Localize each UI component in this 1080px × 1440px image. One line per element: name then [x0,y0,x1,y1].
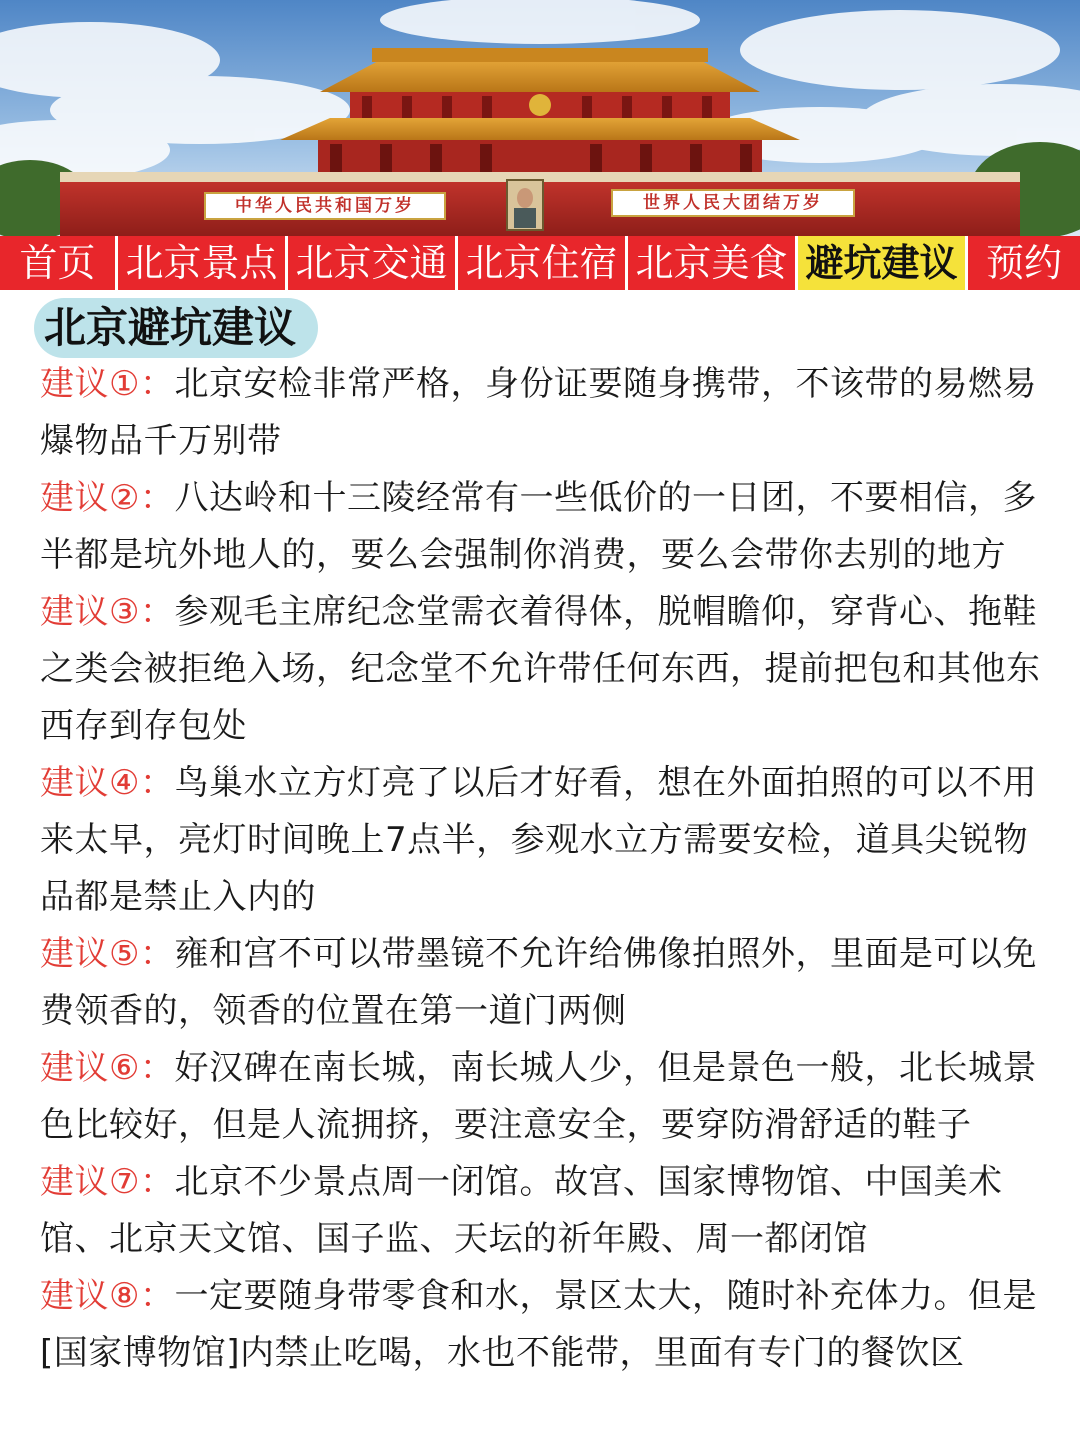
tip-text: 参观毛主席纪念堂需衣着得体，脱帽瞻仰，穿背心、拖鞋之类会被拒绝入场，纪念堂不允许带任何东西，提前把包和其他东西存到存包处 [40,592,1041,746]
tip-label: 建议⑦： [40,1162,175,1202]
tip-item [40,926,1050,1040]
tip-text: 北京不少景点周一闭馆。故宫、国家博物馆、中国美术馆、北京天文馆、国子监、天坛的祈年殿、周一都闭馆 [40,1162,1003,1259]
category-nav [0,236,1080,290]
tip-label: 建议③： [40,592,175,632]
section-title: 北京避坑建议 [34,298,318,358]
tip-item [40,755,1050,926]
nav-item-accommodation[interactable]: 北京住宿 [458,236,628,290]
tip-label: 建议①： [40,364,175,404]
tip-label: 建议②： [40,478,175,518]
hero-image [0,0,1080,236]
nav-item-booking[interactable]: 预约 [985,241,1062,285]
tip-item [40,1154,1050,1268]
tip-label: 建议④： [40,763,175,803]
banner-right: 世界人民大团结万岁 [643,193,823,213]
tip-item [40,1268,1050,1382]
nav-item-tips[interactable]: 避坑建议 [798,236,968,290]
tips-list [40,356,1050,1382]
tip-item [40,584,1050,755]
tip-text: 八达岭和十三陵经常有一些低价的一日团，不要相信，多半都是坑外地人的，要么会强制你消费，要么会带你去别的地方 [40,478,1037,575]
tip-item [40,1040,1050,1154]
tip-text: 一定要随身带零食和水，景区太大，随时补充体力。但是[国家博物馆]内禁止吃喝，水也不能带，里面有专门的餐饮区 [40,1276,1037,1373]
tip-text: 雍和宫不可以带墨镜不允许给佛像拍照外，里面是可以免费领香的，领香的位置在第一道门两侧 [40,934,1037,1031]
banner-left: 中华人民共和国万岁 [235,196,415,216]
nav-item-food[interactable]: 北京美食 [628,236,798,290]
nav-item-attractions[interactable]: 北京景点 [118,236,288,290]
tip-text: 鸟巢水立方灯亮了以后才好看，想在外面拍照的可以不用来太早，亮灯时间晚上7点半，参观水立方需要安检，道具尖锐物品都是禁止入内的 [40,763,1037,917]
tip-text: 好汉碑在南长城，南长城人少，但是景色一般，北长城景色比较好，但是人流拥挤，要注意安全，要穿防滑舒适的鞋子 [40,1048,1037,1145]
tip-label: 建议⑤： [40,934,175,974]
nav-item-home[interactable]: 首页 [0,236,118,290]
tip-text: 北京安检非常严格，身份证要随身携带，不该带的易燃易爆物品千万别带 [40,364,1037,461]
tip-label: 建议⑧： [40,1276,175,1316]
tip-item [40,470,1050,584]
nav-item-transport[interactable]: 北京交通 [288,236,458,290]
tip-item [40,356,1050,470]
tip-label: 建议⑥： [40,1048,175,1088]
